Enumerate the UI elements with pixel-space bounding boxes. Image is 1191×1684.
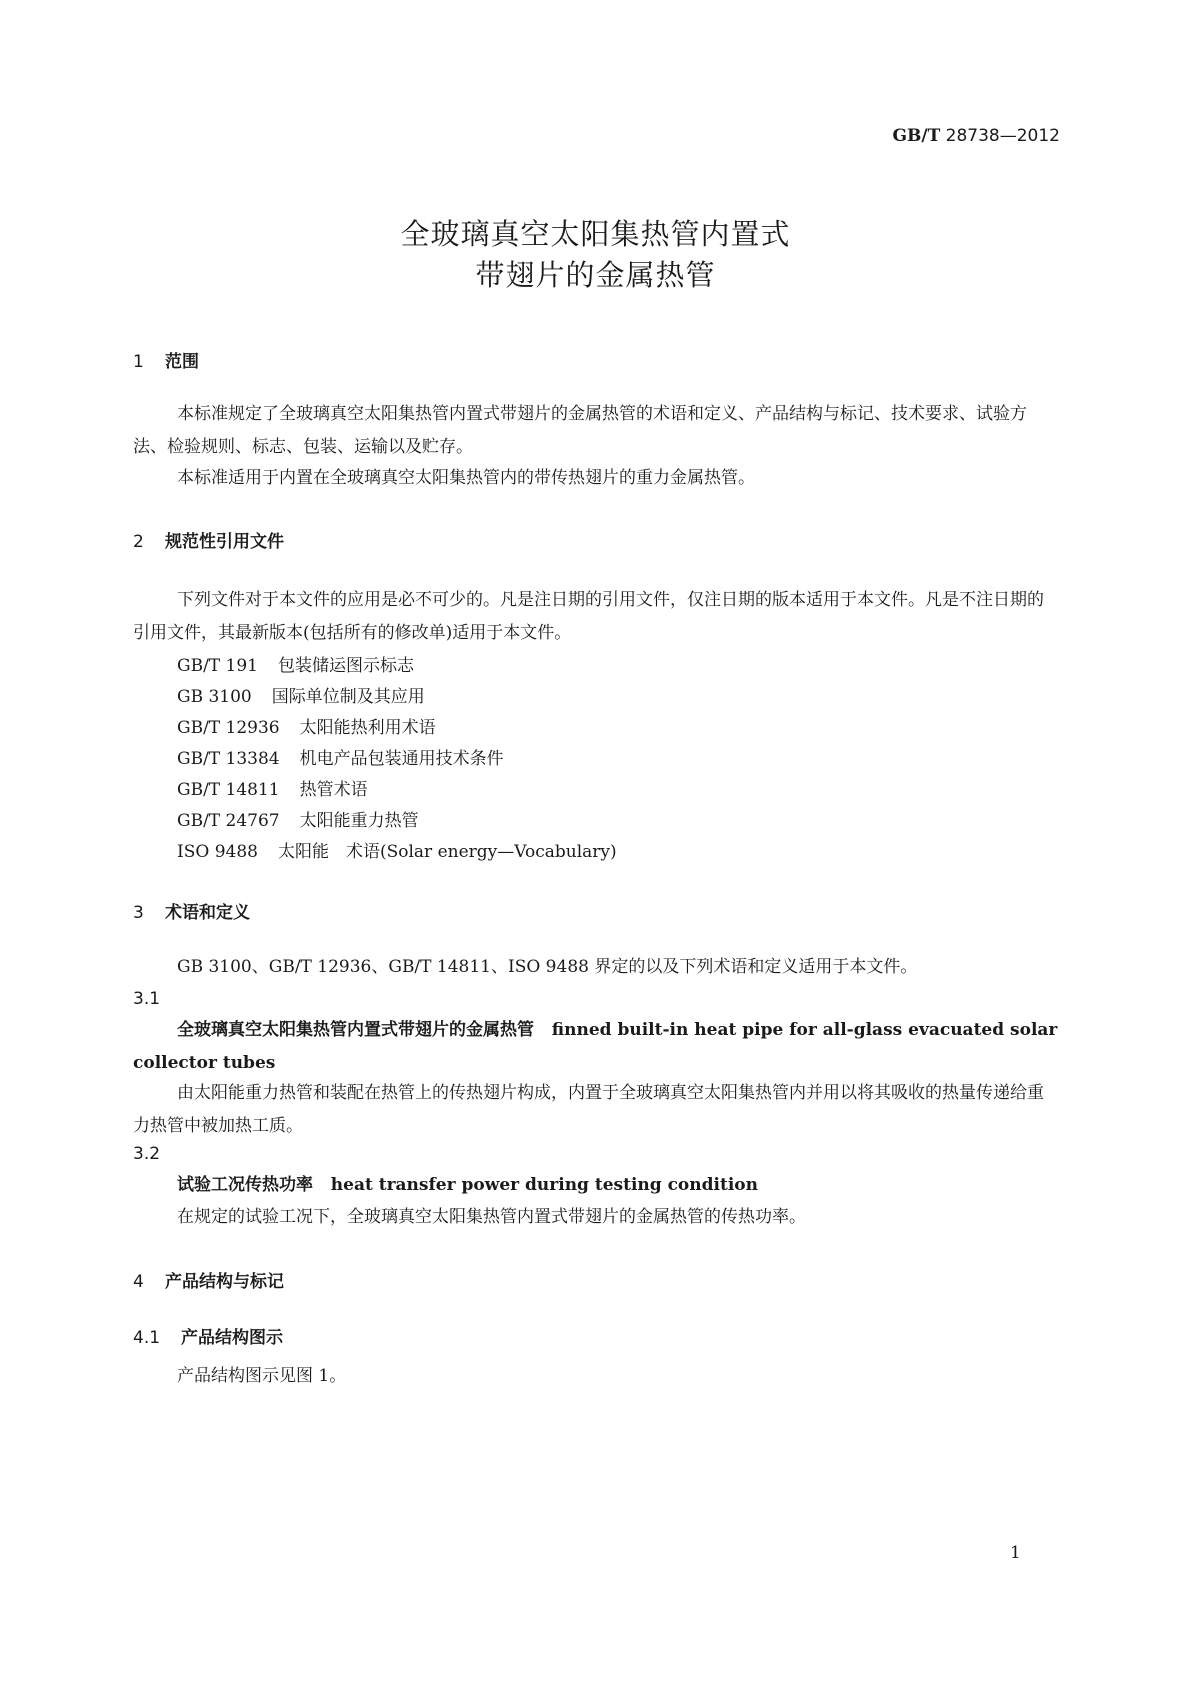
document-title-line-1: 全玻璃真空太阳集热管内置式 bbox=[400, 217, 791, 251]
reference-item bbox=[177, 713, 436, 738]
section-title: 术语和定义 bbox=[165, 903, 250, 923]
section-2-heading bbox=[133, 527, 284, 552]
page-number: 1 bbox=[1010, 1543, 1021, 1563]
term-heading bbox=[133, 1169, 1058, 1202]
reference-title: 太阳能热利用术语 bbox=[299, 718, 436, 738]
section-number: 2 bbox=[133, 532, 144, 552]
section-number: 1 bbox=[133, 352, 144, 372]
term-definition: 在规定的试验工况下，全玻璃真空太阳集热管内置式带翅片的金属热管的传热功率。 bbox=[177, 1207, 806, 1227]
term-heading bbox=[133, 1014, 1058, 1080]
section-number: 3 bbox=[133, 903, 144, 923]
reference-code: ISO 9488 bbox=[177, 842, 258, 862]
section-4-heading bbox=[133, 1267, 284, 1292]
section-3-heading bbox=[133, 898, 250, 923]
reference-code: GB/T 13384 bbox=[177, 749, 280, 769]
reference-title: 机电产品包装通用技术条件 bbox=[299, 749, 504, 769]
section-title: 产品结构与标记 bbox=[165, 1272, 284, 1292]
section-1-paragraph-2: 本标准适用于内置在全玻璃真空太阳集热管内的带传热翅片的重力金属热管。 bbox=[177, 468, 755, 488]
standard-number bbox=[860, 126, 1060, 146]
reference-code: GB/T 24767 bbox=[177, 811, 280, 831]
reference-item bbox=[177, 775, 368, 800]
reference-title: 热管术语 bbox=[299, 780, 368, 800]
section-title: 规范性引用文件 bbox=[165, 532, 284, 552]
section-1-paragraph-1: 本标准规定了全玻璃真空太阳集热管内置式带翅片的金属热管的术语和定义、产品结构与标记、技术要求、试验方法、检验规则、标志、包装、运输以及贮存。 bbox=[133, 404, 1027, 457]
reference-code: GB/T 14811 bbox=[177, 780, 280, 800]
reference-item bbox=[177, 744, 504, 769]
section-4-1-text: 产品结构图示见图 1。 bbox=[177, 1366, 347, 1386]
reference-code: GB/T 12936 bbox=[177, 718, 280, 738]
term-number: 3.2 bbox=[133, 1144, 161, 1164]
section-number: 4 bbox=[133, 1272, 144, 1292]
term-definition: 由太阳能重力热管和装配在热管上的传热翅片构成，内置于全玻璃真空太阳集热管内并用以将其吸收的热量传递给重力热管中被加热工质。 bbox=[133, 1083, 1044, 1136]
section-2-intro: 下列文件对于本文件的应用是必不可少的。凡是注日期的引用文件，仅注日期的版本适用于本文件。凡是不注日期的引用文件，其最新版本(包括所有的修改单)适用于本文件。 bbox=[133, 590, 1044, 643]
reference-code: GB/T 191 bbox=[177, 656, 258, 676]
reference-title: 太阳能 术语(Solar energy—Vocabulary) bbox=[277, 842, 617, 862]
term-chinese: 全玻璃真空太阳集热管内置式带翅片的金属热管 bbox=[177, 1020, 534, 1040]
reference-title: 太阳能重力热管 bbox=[299, 811, 419, 831]
term-chinese: 试验工况传热功率 bbox=[177, 1175, 313, 1195]
subsection-title: 产品结构图示 bbox=[181, 1328, 283, 1348]
section-1-heading bbox=[133, 347, 199, 372]
term-english: heat transfer power during testing condition bbox=[330, 1175, 758, 1195]
document-title-line-2: 带翅片的金属热管 bbox=[475, 258, 716, 292]
reference-item bbox=[177, 651, 414, 676]
section-title: 范围 bbox=[165, 352, 199, 372]
reference-item bbox=[177, 837, 617, 862]
reference-item bbox=[177, 806, 419, 831]
reference-code: GB 3100 bbox=[177, 687, 252, 707]
standard-code: 28738—2012 bbox=[945, 126, 1060, 146]
reference-title: 国际单位制及其应用 bbox=[271, 687, 425, 707]
term-number: 3.1 bbox=[133, 989, 161, 1009]
standard-prefix: GB/T bbox=[892, 126, 941, 146]
reference-title: 包装储运图示标志 bbox=[278, 656, 414, 676]
reference-item bbox=[177, 682, 425, 707]
section-4-1-heading bbox=[133, 1323, 283, 1348]
section-3-intro: GB 3100、GB/T 12936、GB/T 14811、ISO 9488 界定的以及下列术语和定义适用于本文件。 bbox=[177, 957, 918, 977]
term-english: finned built-in heat pipe for all-glass evacuated solar collector tubes bbox=[133, 1020, 1058, 1073]
subsection-number: 4.1 bbox=[133, 1328, 161, 1348]
